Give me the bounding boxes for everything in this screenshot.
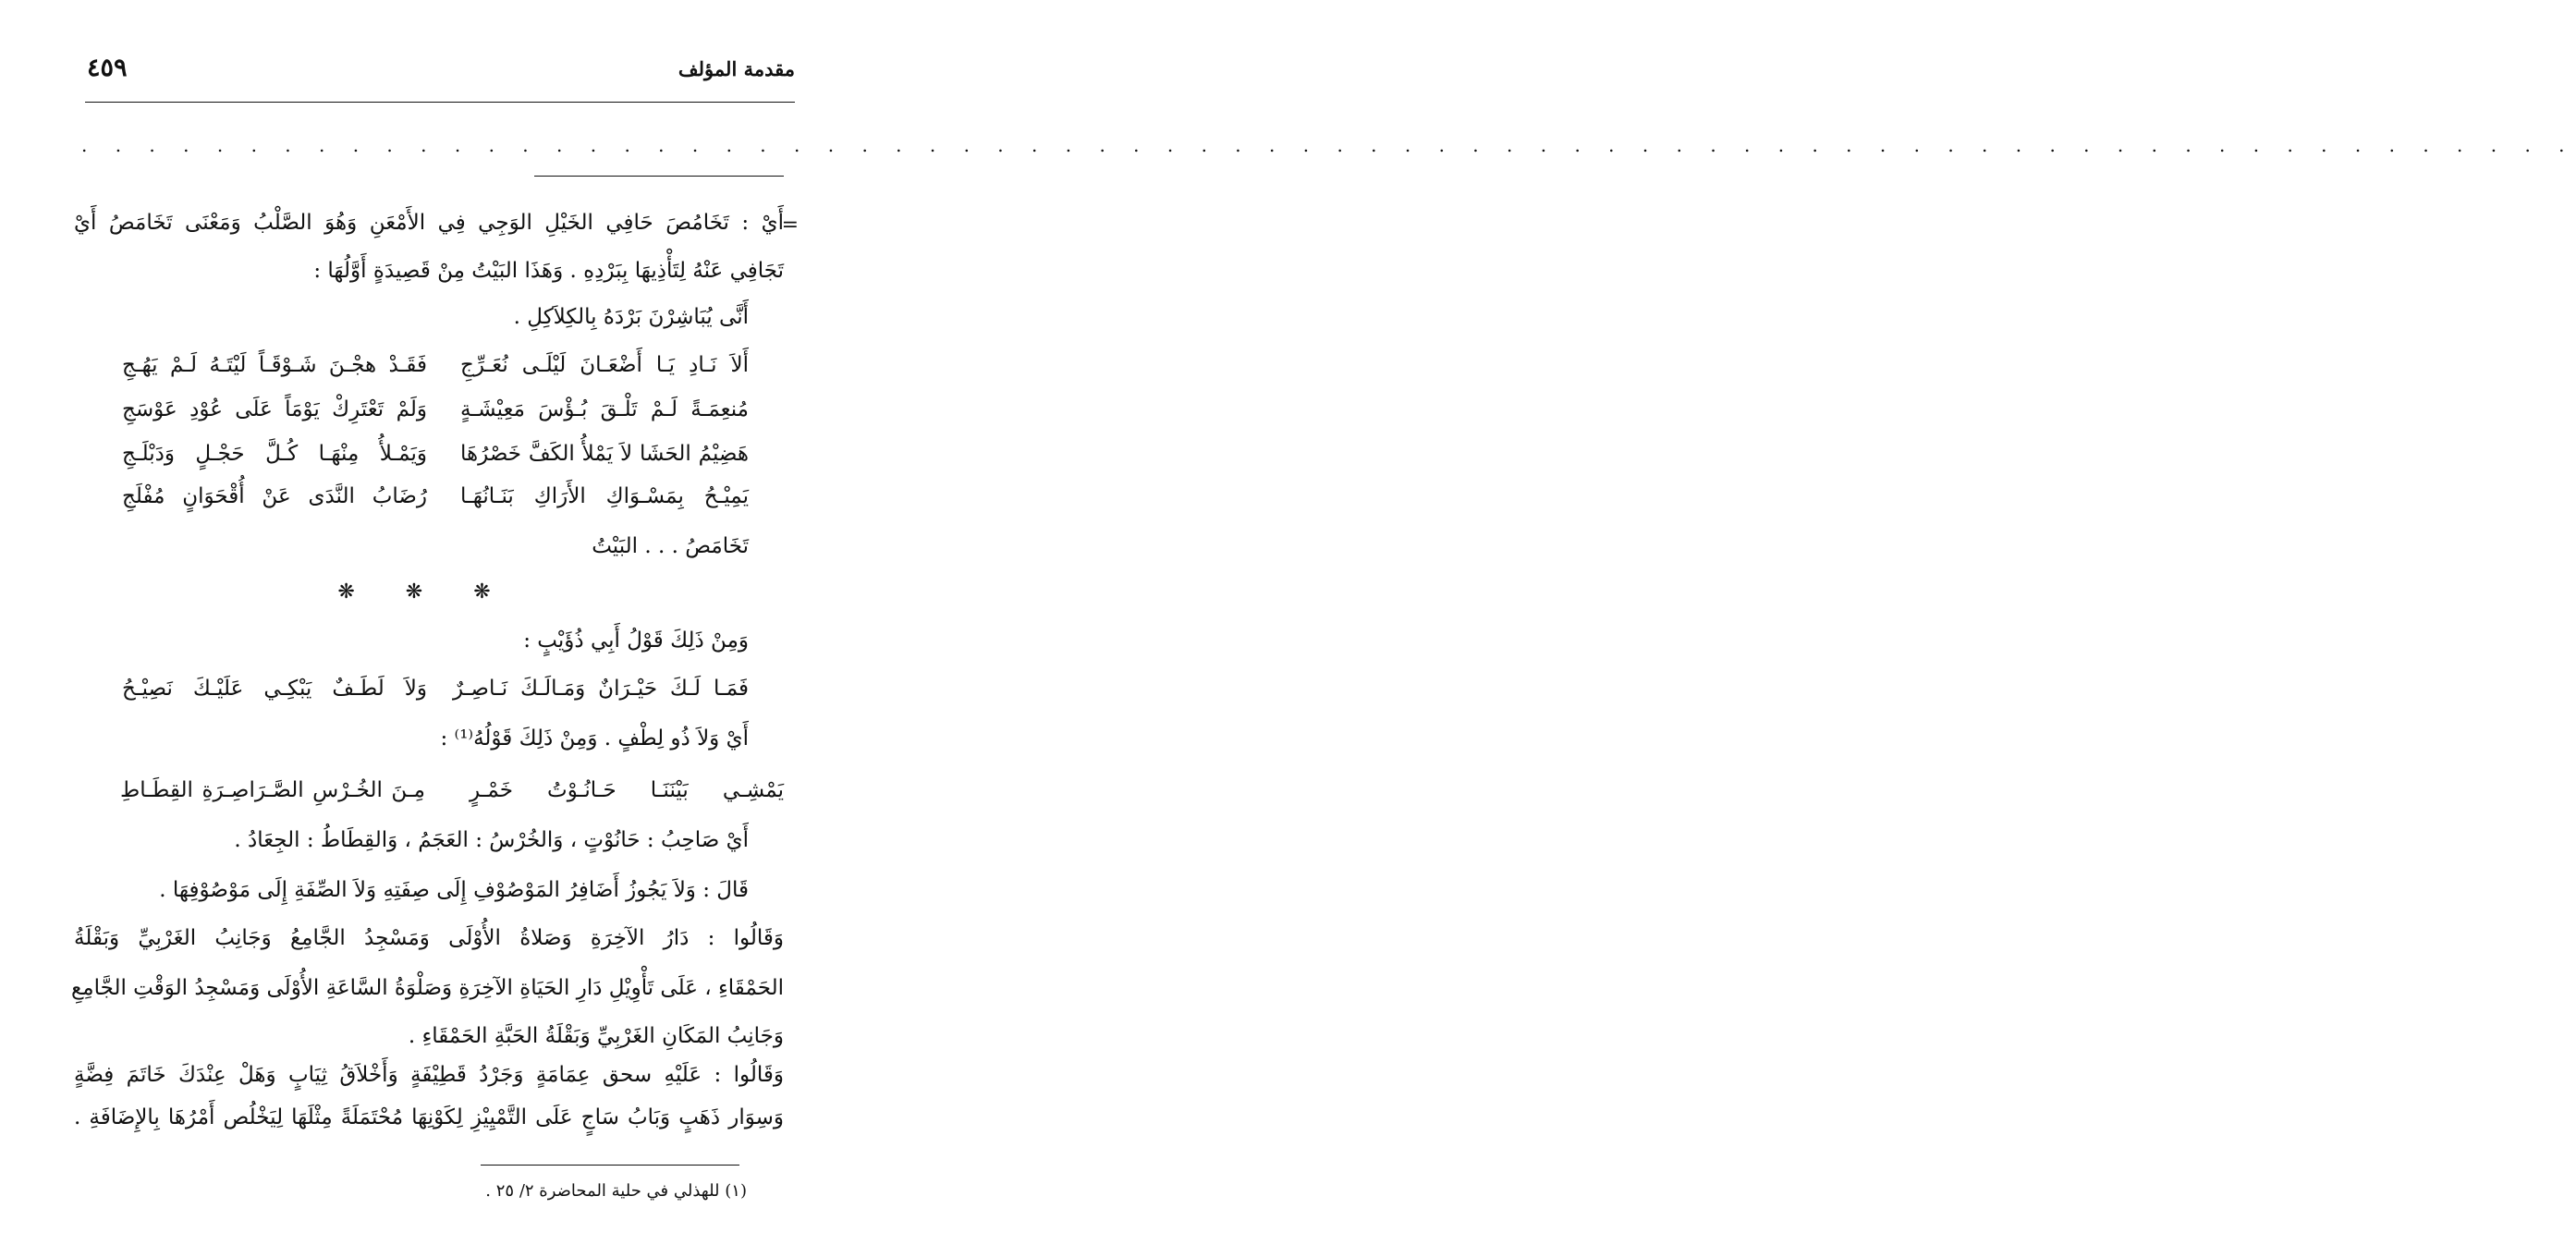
body-paragraph-3-line-1: وَقَالُوا : عَلَيْهِ سحق عِمَامَةٍ وَجَرْدُ قَطِيْفَةٍ وَأَخْلاَقُ ثِيَابٍ وَهَلْ عِنْدَكَ خَاتَمَ فِضَّةٍ: [74, 1063, 784, 1087]
verse-tail: تَخَامَصُ . . . البَيْتُ: [592, 534, 749, 558]
ellipsis-separator: . . . . . . . . . . . . . . . . . . . . . . . . . . . . . . . . . . . . . . . . . . . . . . . . . . . . . . . . . . . . . . . . . . . . . . . . . .: [81, 134, 2576, 156]
continuation-mark: =: [781, 214, 799, 237]
verse-3-left: وَيَمْـلأُ مِنْهَـا كُـلَّ حَجْـلٍ وَدَبْلَـجِ: [122, 442, 427, 466]
section2-explain: أَيْ وَلاَ ذُو لِطْفٍ . وَمِنْ ذَلِكَ قَوْلُهُ⁽¹⁾ :: [440, 726, 749, 751]
verse-5-left: وَلاَ لَطَـفٌ يَبْكِـي عَلَيْـكَ نَصِيْـحُ: [122, 677, 427, 701]
verse-4-right: يَمِيْـحُ بِمَسْـوَاكِ الأَرَاكِ بَنَـانُهَـا: [460, 484, 749, 508]
verse-6-left: مِـنَ الخُـرْسِ الصَّـرَاصِـرَةِ القِطَـاطِ: [120, 778, 425, 802]
body-paragraph-3-line-2: وَسِوَار ذَهَبٍ وَبَابُ سَاجٍ عَلَى التَّمْيِيْزِ لِكَوْنِهَا مُحْتَمَلَةً مِثْلَهَا لِيَخْلُص أَمْرُهَا بِالإِضَافَةِ .: [74, 1105, 784, 1129]
intro-line-1: أَيْ : تَخَامُصَ حَافِي الخَيْلِ الوَجِي فِي الأَمْعَنِ وَهُوَ الصَّلْبُ وَمَعْنَى تَخَامَصُ أَيْ: [74, 211, 784, 235]
verse-2-left: وَلَمْ تَعْتَرِكْ يَوْمَاً عَلَى عُوْدِ عَوْسَجِ: [122, 397, 427, 421]
running-header-title: مقدمة المؤلف: [678, 57, 795, 80]
verse-6-right: يَمْشِـي بَيْنَنَـا حَـانُـوْتُ خَمْـرٍ: [470, 778, 784, 802]
body-paragraph-2-line-2: الحَمْقَاءِ ، عَلَى تَأْوِيْلِ دَارِ الحَيَاةِ الآخِرَةِ وَصَلْوَةُ السَّاعَةِ الأُوْلَى وَمَسْجِدُ الوَقْتِ الجَّامِعِ: [71, 976, 784, 1000]
verse-2-right: مُنعِمَـةً لَـمْ تَلْـقَ بُـؤْسَ مَعِيْشَـةٍ: [460, 397, 749, 421]
verse-5-right: فَمَـا لَـكَ حَيْـرَانٌ وَمَـالَـكَ نَـاصِـرٌ: [453, 677, 749, 701]
verse-4-left: رُضَابُ النَّدَى عَنْ أُقْحَوَانٍ مُفْلَجِ: [122, 484, 427, 508]
verse-1-left: فَقَـدْ هجْـنَ شَـوْقَـاً لَيْتَـهُ لَـمْ يَهُـجِ: [122, 353, 427, 377]
footnote-rule: [481, 1165, 739, 1166]
footnote: (١) للهذلي في حلية المحاضرة ٢/ ٢٥ .: [485, 1181, 747, 1201]
body-paragraph-2-line-1: وَقَالُوا : دَارُ الآخِرَةِ وَصَلاةُ الأُوْلَى وَمَسْجِدُ الجَّامِعُ وَجَانِبُ الغَرْبِيِّ وَبَقْلَةُ: [74, 926, 784, 950]
verse-3-right: هَضِيْمُ الحَشَا لاَ يَمْلأُ الكَفَّ خَصْرُهَا: [460, 442, 749, 466]
section2-intro: وَمِنْ ذَلِكَ قَوْلُ أَبِي ذُؤَيْبٍ :: [523, 629, 749, 653]
page-number: ٤٥٩: [87, 54, 128, 82]
gloss-line: أَيْ صَاحِبُ : حَانُوْتٍ ، وَالخُرْسُ : العَجَمُ ، وَالقِطَاطُ : الجِعَادُ .: [234, 828, 749, 852]
short-rule: [534, 176, 784, 177]
header-rule: [85, 102, 795, 103]
verse-1-right: أَلاَ نَـادِ يَـا أَضْعَـانَ لَيْلَـى نُعَـرِّجِ: [460, 353, 749, 377]
section-ornament: ❋ ❋ ❋: [337, 580, 513, 604]
body-paragraph-2-line-3: وَجَانِبُ المَكَانِ الغَرْبِيِّ وَبَقْلَةُ الحَبَّةِ الحَمْقَاءِ .: [408, 1024, 784, 1048]
body-paragraph-1: قَالَ : وَلاَ يَجُوزُ أَضَافِرُ المَوْصُوْفِ إِلَى صِفَتِهِ وَلاَ الصِّفَةِ إِلَى مَوْصُوْفِهَا .: [159, 878, 749, 902]
intro-line-2: تَجَافِي عَنْهُ لِتَأْذِيهَا بِبَرْدِهِ . وَهَذَا البَيْتُ مِنْ قَصِيدَةٍ أَوَّلُهَا :: [313, 259, 784, 283]
intro-line-3: أَنَّى يُبَاشِرْنَ بَرْدَهُ بِالكِلاَكِلِ .: [513, 305, 749, 329]
